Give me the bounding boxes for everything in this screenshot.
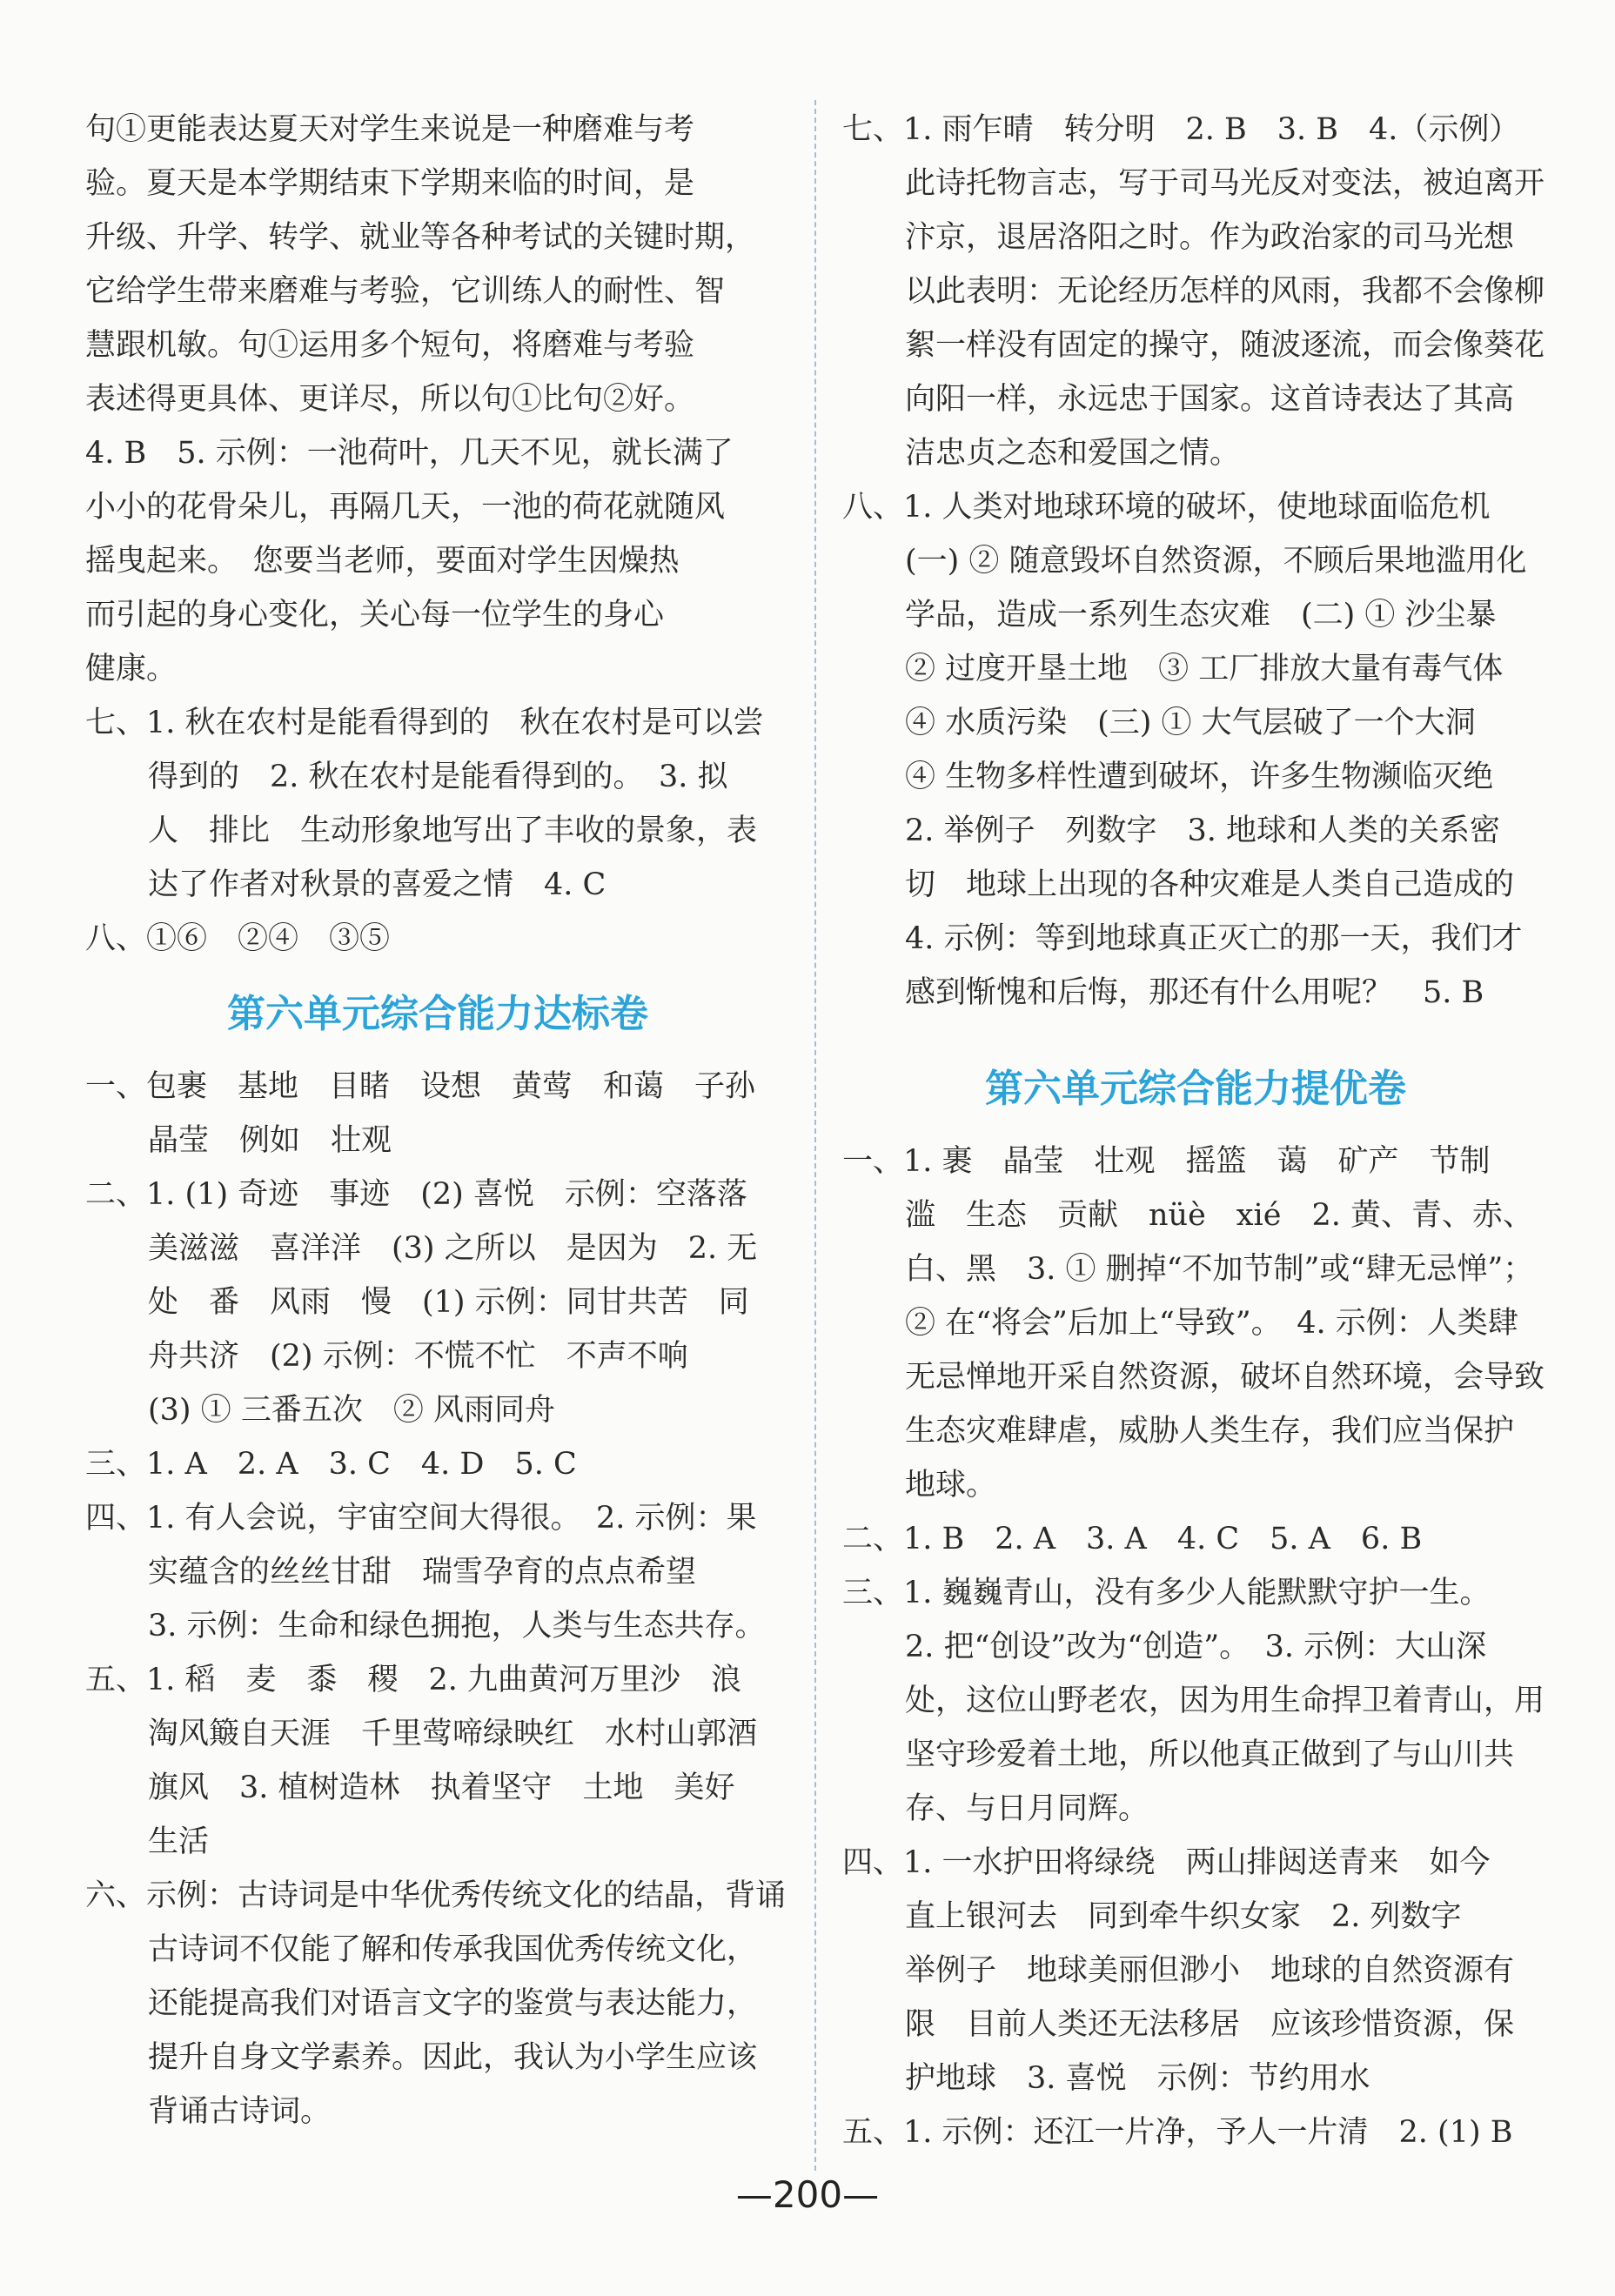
text-line: (3) ① 三番五次 ② 风雨同舟 bbox=[148, 1393, 555, 1428]
right-answers-part1 bbox=[842, 103, 1549, 1020]
text-line: 六、示例：古诗词是中华优秀传统文化的结晶，背诵 bbox=[85, 1878, 787, 1913]
text-line: 处，这位山野老农，因为用生命捍卫着青山，用 bbox=[905, 1684, 1545, 1718]
text-line: 汴京，退居洛阳之时。作为政治家的司马光想 bbox=[905, 220, 1515, 255]
text-line: 学品，造成一系列生态灾难 (二) ① 沙尘暴 bbox=[905, 598, 1497, 633]
text-line: 小小的花骨朵儿，再隔几天，一池的荷花就随风 bbox=[85, 490, 726, 525]
text-line: 此诗托物言志，写于司马光反对变法，被迫离开 bbox=[905, 166, 1545, 201]
text-line: 三、1. 巍巍青山，没有多少人能默默守护一生。 bbox=[842, 1576, 1491, 1610]
text-line: 三、1. A 2. A 3. C 4. D 5. C bbox=[85, 1447, 577, 1482]
text-line: 生活 bbox=[148, 1824, 210, 1859]
text-line: 感到惭愧和后悔，那还有什么用呢？ 5. B bbox=[905, 975, 1484, 1010]
text-line: 达了作者对秋景的喜爱之情 4. C bbox=[148, 867, 606, 902]
text-line: 淘风簸自天涯 千里莺啼绿映红 水村山郭酒 bbox=[148, 1717, 758, 1751]
text-line: 一、包裹 基地 目睹 设想 黄莺 和蔼 子孙 bbox=[85, 1069, 756, 1104]
text-line: 晶莹 例如 壮观 bbox=[148, 1123, 392, 1158]
text-line: 处 番 风雨 慢 (1) 示例：同甘共苦 同 bbox=[148, 1285, 749, 1320]
text-line: 向阳一样，永远忠于国家。这首诗表达了其高 bbox=[905, 382, 1515, 417]
section-eight-line: 八、1. 人类对地球环境的破坏，使地球面临危机 bbox=[842, 490, 1491, 525]
page-number: —200— bbox=[735, 2173, 880, 2216]
text-line: 升级、升学、转学、就业等各种考试的关键时期， bbox=[85, 220, 756, 255]
text-line: 护地球 3. 喜悦 示例：节约用水 bbox=[905, 2061, 1370, 2096]
text-line: 还能提高我们对语言文字的鉴赏与表达能力， bbox=[148, 1986, 758, 2021]
right-column bbox=[842, 103, 1549, 2159]
text-line: 美滋滋 喜洋洋 (3) 之所以 是因为 2. 无 bbox=[148, 1231, 758, 1266]
text-line: 存、与日月同辉。 bbox=[905, 1791, 1149, 1826]
section-title-tiyou: 第六单元综合能力提优卷 bbox=[985, 1067, 1406, 1111]
text-line: 而引起的身心变化，关心每一位学生的身心 bbox=[85, 598, 665, 633]
text-line: 一、1. 裹 晶莹 壮观 摇篮 蔼 矿产 节制 bbox=[842, 1144, 1491, 1179]
text-line: 古诗词不仅能了解和传承我国优秀传统文化， bbox=[148, 1932, 758, 1967]
text-line: 举例子 地球美丽但渺小 地球的自然资源有 bbox=[905, 1953, 1515, 1988]
text-line: 它给学生带来磨难与考验，它训练人的耐性、智 bbox=[85, 274, 726, 309]
text-line: 人 排比 生动形象地写出了丰收的景象，表 bbox=[148, 813, 758, 848]
text-line: 絮一样没有固定的操守，随波逐流，而会像葵花 bbox=[905, 328, 1545, 363]
right-answers-part2 bbox=[842, 1135, 1549, 2159]
text-line: 五、1. 稻 麦 黍 稷 2. 九曲黄河万里沙 浪 bbox=[85, 1663, 742, 1697]
text-line: ② 在“将会”后加上“导致”。 4. 示例：人类肆 bbox=[905, 1306, 1518, 1341]
section-seven-line: 七、1. 雨乍晴 转分明 2. B 3. B 4.（示例） bbox=[842, 112, 1520, 147]
text-line: 验。夏天是本学期结束下学期来临的时间，是 bbox=[85, 166, 695, 201]
text-line: 四、1. 有人会说，宇宙空间大得很。 2. 示例：果 bbox=[85, 1501, 757, 1536]
text-line: 四、1. 一水护田将绿绕 两山排闼送青来 如今 bbox=[842, 1845, 1491, 1880]
left-answers-part2 bbox=[85, 1060, 790, 2139]
text-line: (一) ② 随意毁坏自然资源，不顾后果地滥用化 bbox=[905, 544, 1527, 579]
text-line: 句①更能表达夏天对学生来说是一种磨难与考 bbox=[85, 112, 695, 147]
text-line: 直上银河去 同到牵牛织女家 2. 列数字 bbox=[905, 1899, 1462, 1934]
text-line: 滥 生态 贡献 nüè xié 2. 黄、青、赤、 bbox=[905, 1198, 1533, 1233]
text-line: 白、黑 3. ① 删掉“不加节制”或“肆无忌惮”； bbox=[905, 1252, 1534, 1287]
text-line: 旗风 3. 植树造林 执着坚守 土地 美好 bbox=[148, 1771, 735, 1805]
text-line: 表述得更具体、更详尽，所以句①比句②好。 bbox=[85, 382, 695, 417]
text-line: 3. 示例：生命和绿色拥抱，人类与生态共存。 bbox=[148, 1609, 766, 1643]
text-line: 得到的 2. 秋在农村是能看得到的。 3. 拟 bbox=[148, 760, 728, 794]
text-line: 切 地球上出现的各种灾难是人类自己造成的 bbox=[905, 867, 1515, 902]
text-line: 4. B 5. 示例：一池荷叶，几天不见，就长满了 bbox=[85, 436, 734, 471]
section-title-dabiao: 第六单元综合能力达标卷 bbox=[227, 992, 648, 1036]
column-divider bbox=[814, 100, 816, 2171]
text-line: 摇曳起来。 您要当老师，要面对学生因燥热 bbox=[85, 544, 680, 579]
text-line: 限 目前人类还无法移居 应该珍惜资源，保 bbox=[905, 2007, 1515, 2042]
text-line: 2. 举例子 列数字 3. 地球和人类的关系密 bbox=[905, 813, 1501, 848]
text-line: 提升自身文学素养。因此，我认为小学生应该 bbox=[148, 2040, 758, 2075]
text-line: 慧跟机敏。句①运用多个短句，将磨难与考验 bbox=[85, 328, 695, 363]
text-line: 以此表明：无论经历怎样的风雨，我都不会像柳 bbox=[905, 274, 1545, 309]
text-line: 二、1. B 2. A 3. A 4. C 5. A 6. B bbox=[842, 1522, 1423, 1556]
text-line: 2. 把“创设”改为“创造”。 3. 示例：大山深 bbox=[905, 1630, 1487, 1664]
text-line: ④ 水质污染 (三) ① 大气层破了一个大洞 bbox=[905, 706, 1476, 740]
text-line: 五、1. 示例：还江一片净，予人一片清 2. (1) B bbox=[842, 2115, 1513, 2150]
left-answers-part1 bbox=[85, 103, 790, 966]
text-line: 洁忠贞之态和爱国之情。 bbox=[905, 436, 1241, 471]
text-line: ④ 生物多样性遭到破坏，许多生物濒临灭绝 bbox=[905, 760, 1494, 794]
left-column bbox=[85, 103, 790, 2139]
section-eight-line: 八、①⑥ ②④ ③⑤ bbox=[85, 921, 391, 956]
text-line: 健康。 bbox=[85, 652, 178, 686]
text-line: ② 过度开垦土地 ③ 工厂排放大量有毒气体 bbox=[905, 652, 1504, 686]
text-line: 二、1. (1) 奇迹 事迹 (2) 喜悦 示例：空落落 bbox=[85, 1177, 747, 1212]
text-line: 舟共济 (2) 示例：不慌不忙 不声不响 bbox=[148, 1339, 688, 1374]
text-line: 无忌惮地开采自然资源，破坏自然环境，会导致 bbox=[905, 1360, 1545, 1395]
section-seven-line: 七、1. 秋在农村是能看得到的 秋在农村是可以尝 bbox=[85, 706, 764, 740]
text-line: 生态灾难肆虐，威胁人类生存，我们应当保护 bbox=[905, 1414, 1515, 1449]
text-line: 地球。 bbox=[905, 1468, 997, 1503]
text-line: 坚守珍爱着土地，所以他真正做到了与山川共 bbox=[905, 1737, 1515, 1772]
text-line: 4. 示例：等到地球真正灭亡的那一天，我们才 bbox=[905, 921, 1523, 956]
text-line: 实蕴含的丝丝甘甜 瑞雪孕育的点点希望 bbox=[148, 1555, 697, 1590]
text-line: 背诵古诗词。 bbox=[148, 2094, 332, 2129]
